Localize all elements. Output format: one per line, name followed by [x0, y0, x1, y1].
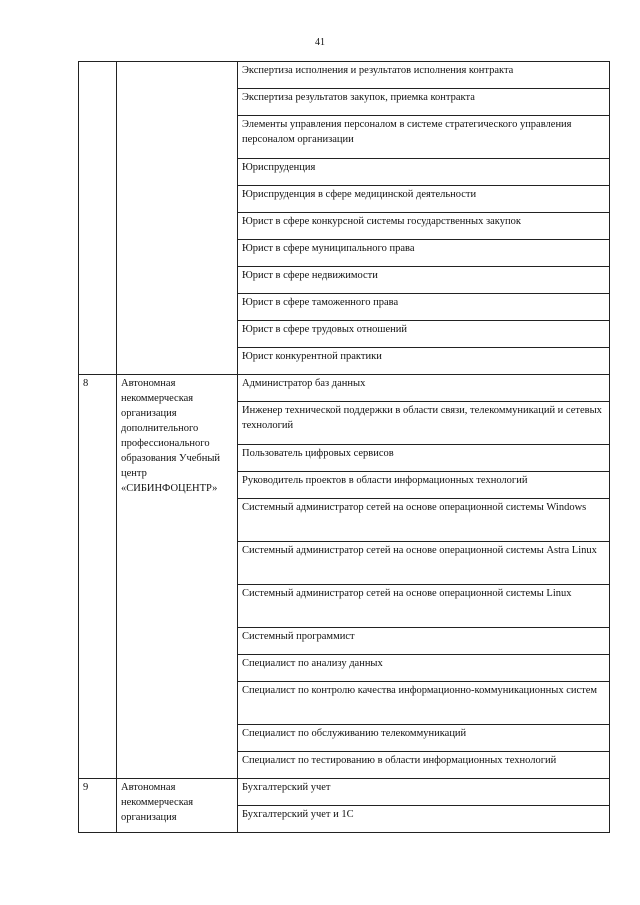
program-cell: Юрист в сфере конкурсной системы государственных закупок: [238, 213, 610, 240]
program-cell: Юрист в сфере недвижимости: [238, 267, 610, 294]
program-cell: Руководитель проектов в области информационных технологий: [238, 472, 610, 499]
program-cell: Юриспруденция в сфере медицинской деятельности: [238, 186, 610, 213]
organization-cell: Автономная некоммерческая организация дополнительного профессионального образования Учебный центр «СИБИНФОЦЕНТР»: [117, 375, 238, 779]
program-cell: Специалист по обслуживанию телекоммуникаций: [238, 725, 610, 752]
program-cell: Системный администратор сетей на основе операционной системы Astra Linux: [238, 542, 610, 585]
program-cell: Юриспруденция: [238, 159, 610, 186]
program-cell: Юрист в сфере таможенного права: [238, 294, 610, 321]
program-cell: Бухгалтерский учет и 1С: [238, 806, 610, 833]
organization-cell: [117, 62, 238, 375]
program-cell: Экспертиза исполнения и результатов исполнения контракта: [238, 62, 610, 89]
programs-table: [78, 61, 610, 833]
program-cell: Экспертиза результатов закупок, приемка контракта: [238, 89, 610, 116]
program-cell: Системный программист: [238, 628, 610, 655]
program-cell: Специалист по контролю качества информационно-коммуникационных систем: [238, 682, 610, 725]
program-cell: Специалист по тестированию в области информационных технологий: [238, 752, 610, 779]
page-number: 41: [315, 37, 325, 48]
table-row: [79, 779, 610, 806]
program-cell: Элементы управления персоналом в системе стратегического управления персоналом организации: [238, 116, 610, 159]
program-cell: Юрист в сфере трудовых отношений: [238, 321, 610, 348]
table-body: [79, 62, 610, 833]
table-row: [79, 62, 610, 89]
row-number-cell: 8: [79, 375, 117, 779]
program-cell: Специалист по анализу данных: [238, 655, 610, 682]
table-row: [79, 375, 610, 402]
row-number-cell: [79, 62, 117, 375]
program-cell: Юрист конкурентной практики: [238, 348, 610, 375]
program-cell: Юрист в сфере муниципального права: [238, 240, 610, 267]
program-cell: Инженер технической поддержки в области связи, телекоммуникаций и сетевых технологий: [238, 402, 610, 445]
row-number-cell: 9: [79, 779, 117, 833]
program-cell: Системный администратор сетей на основе операционной системы Windows: [238, 499, 610, 542]
program-cell: Администратор баз данных: [238, 375, 610, 402]
program-cell: Системный администратор сетей на основе операционной системы Linux: [238, 585, 610, 628]
organization-cell: Автономная некоммерческая организация: [117, 779, 238, 833]
program-cell: Бухгалтерский учет: [238, 779, 610, 806]
program-cell: Пользователь цифровых сервисов: [238, 445, 610, 472]
